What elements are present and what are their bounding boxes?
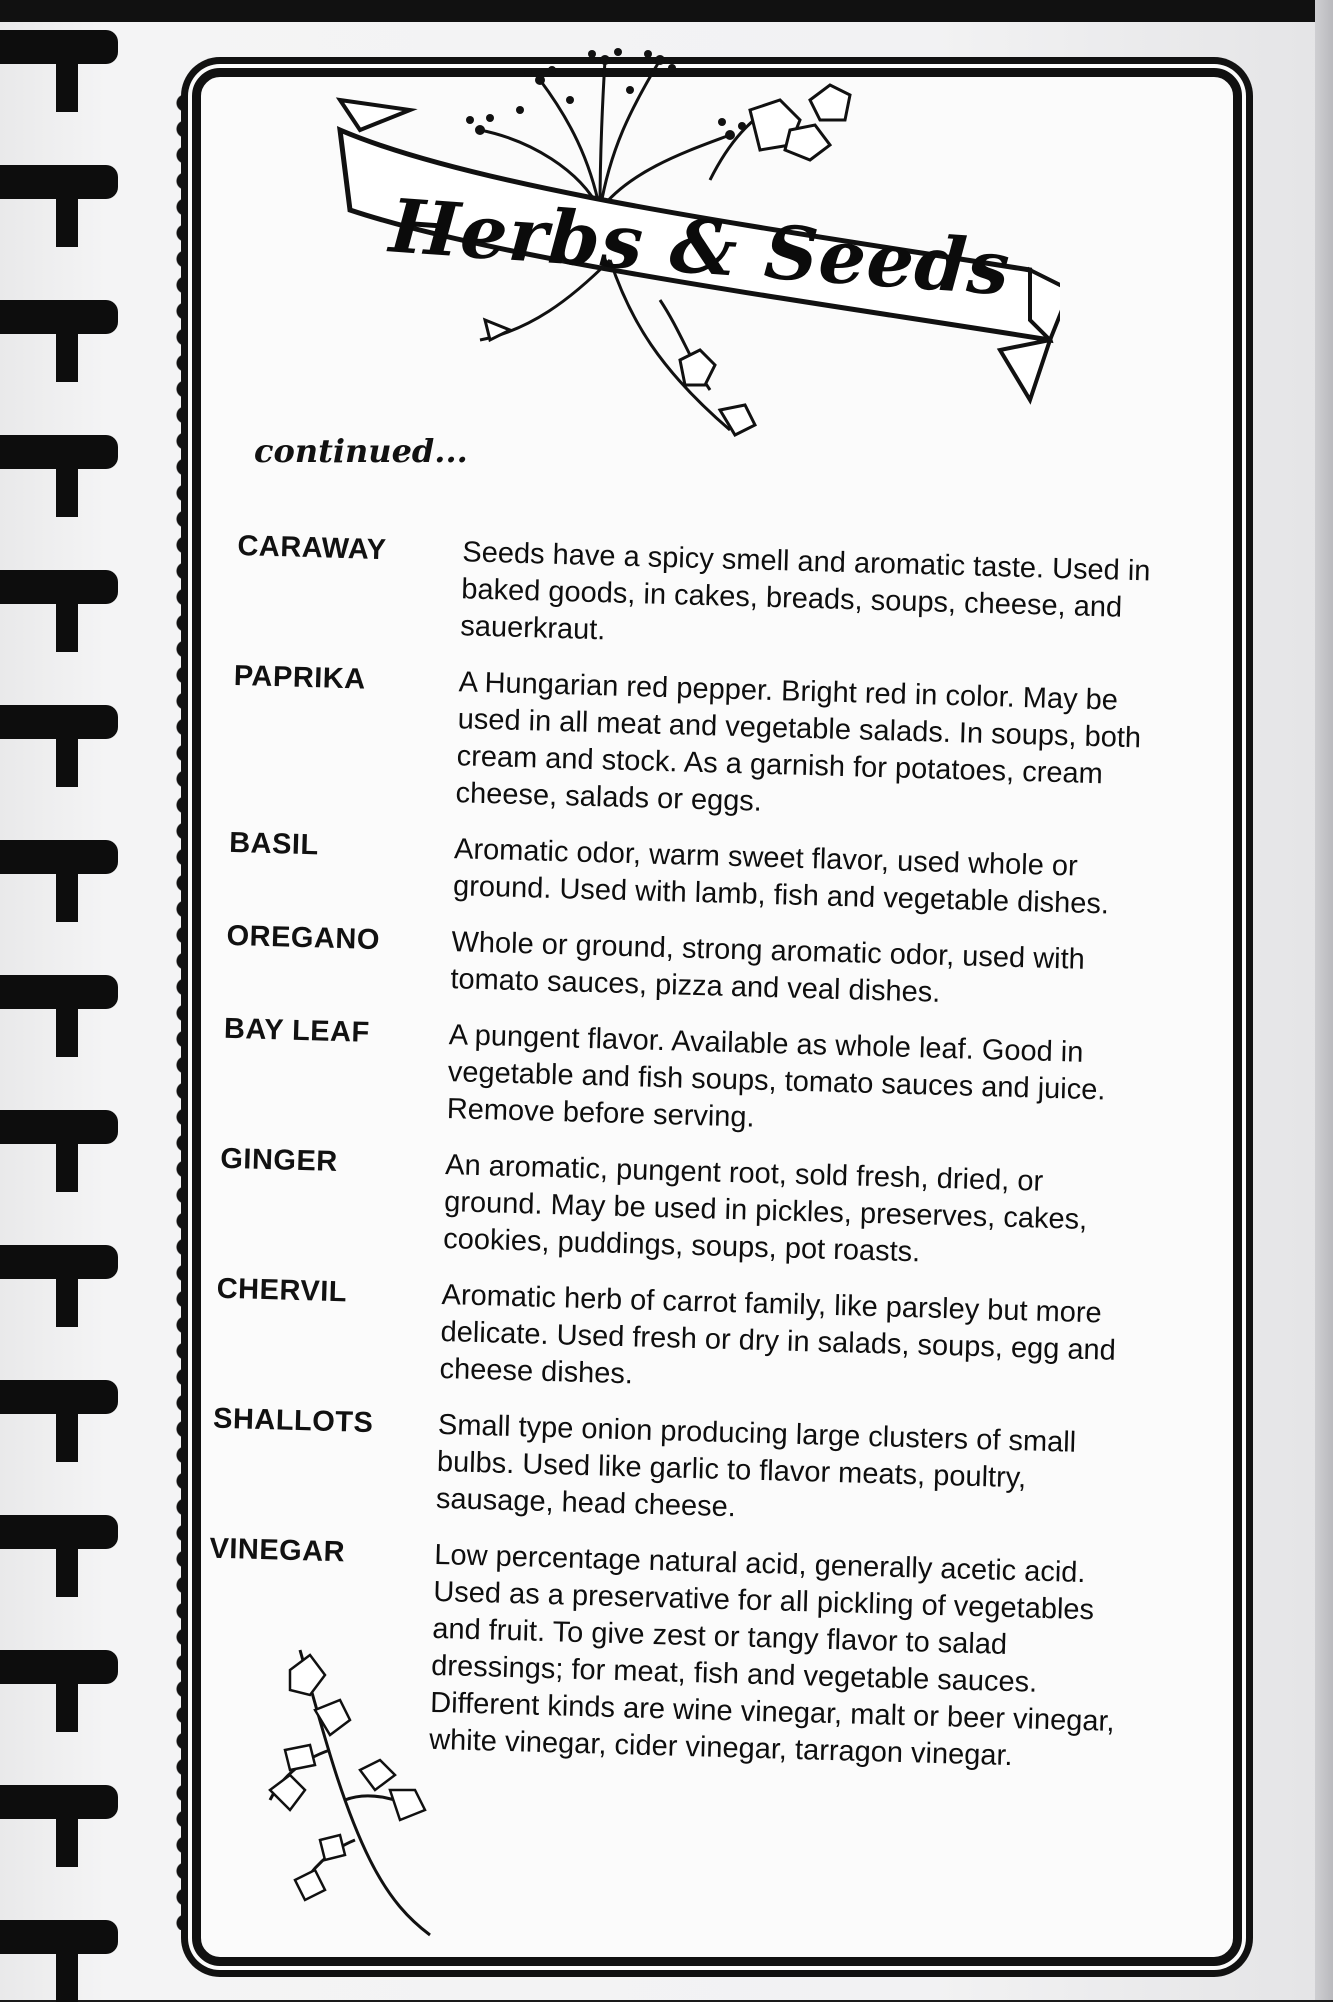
herb-description: A pungent flavor. Available as whole leaf. Good in vegetable and fish soups, tomato sauces and juice. Remove before serving.: [446, 1019, 1106, 1134]
list-item: [225, 918, 1147, 1018]
herb-description: Seeds have a spicy smell and aromatic taste. Used in baked goods, in cakes, breads, soups, cheese, and sauerkraut.: [459, 536, 1151, 647]
list-item: [230, 658, 1154, 832]
list-item: [228, 825, 1150, 925]
herb-description: Aromatic odor, warm sweet flavor, used whole or ground. Used with lamb, fish and vegetable dishes.: [452, 833, 1110, 921]
page-subtitle: continued...: [254, 432, 468, 470]
page-edge: [1315, 0, 1333, 2000]
list-item: [221, 1011, 1144, 1148]
herb-name: BAY LEAF: [223, 1012, 371, 1049]
herb-description: A Hungarian red pepper. Bright red in color. May be used in all meat and vegetable salads. In soups, both cream and stock. As a garnish for potatoes, cream cheese, salads or eggs.: [455, 666, 1142, 818]
herb-sprig-icon: [260, 1640, 440, 1940]
list-item: [214, 1271, 1137, 1408]
herb-description: Whole or ground, strong aromatic odor, used with tomato sauces, pizza and veal dishes.: [450, 926, 1086, 1009]
spiral-binding-icon: [0, 0, 130, 2000]
herb-description: An aromatic, pungent root, sold fresh, dried, or ground. May be used in pickles, preserves, cakes, cookies, puddings, soups, pot roasts.: [442, 1149, 1088, 1269]
herb-name: SHALLOTS: [212, 1402, 374, 1440]
list-item: [211, 1401, 1134, 1538]
top-shadow: [0, 0, 1333, 22]
herb-name: GINGER: [219, 1142, 339, 1179]
herb-name: CARAWAY: [237, 529, 387, 567]
herb-description: Low percentage natural acid, generally acetic acid. Used as a preservative for all pickling of vegetables and fruit. To give zest or tangy flavor to salad dressings; for meat, fish and vegetable sauces. Different kinds are wine vinegar, malt or beer vinegar, white vinegar, cider vinegar, tarragon vinegar.: [428, 1538, 1115, 1773]
herb-description: Aromatic herb of carrot family, like parsley but more delicate. Used fresh or dry in salads, soups, egg and cheese dishes.: [439, 1278, 1117, 1391]
herb-name: OREGANO: [226, 919, 381, 957]
herb-description: Small type onion producing large clusters of small bulbs. Used like garlic to flavor meats, poultry, sausage, head cheese.: [435, 1408, 1077, 1524]
herb-name: VINEGAR: [209, 1532, 346, 1569]
list-item: [218, 1141, 1141, 1278]
herb-name: BASIL: [228, 826, 320, 862]
herb-name: PAPRIKA: [233, 659, 367, 696]
herb-list: [203, 528, 1157, 1797]
page-title: Herbs & Seeds: [386, 183, 1014, 313]
herb-name: CHERVIL: [216, 1272, 348, 1309]
